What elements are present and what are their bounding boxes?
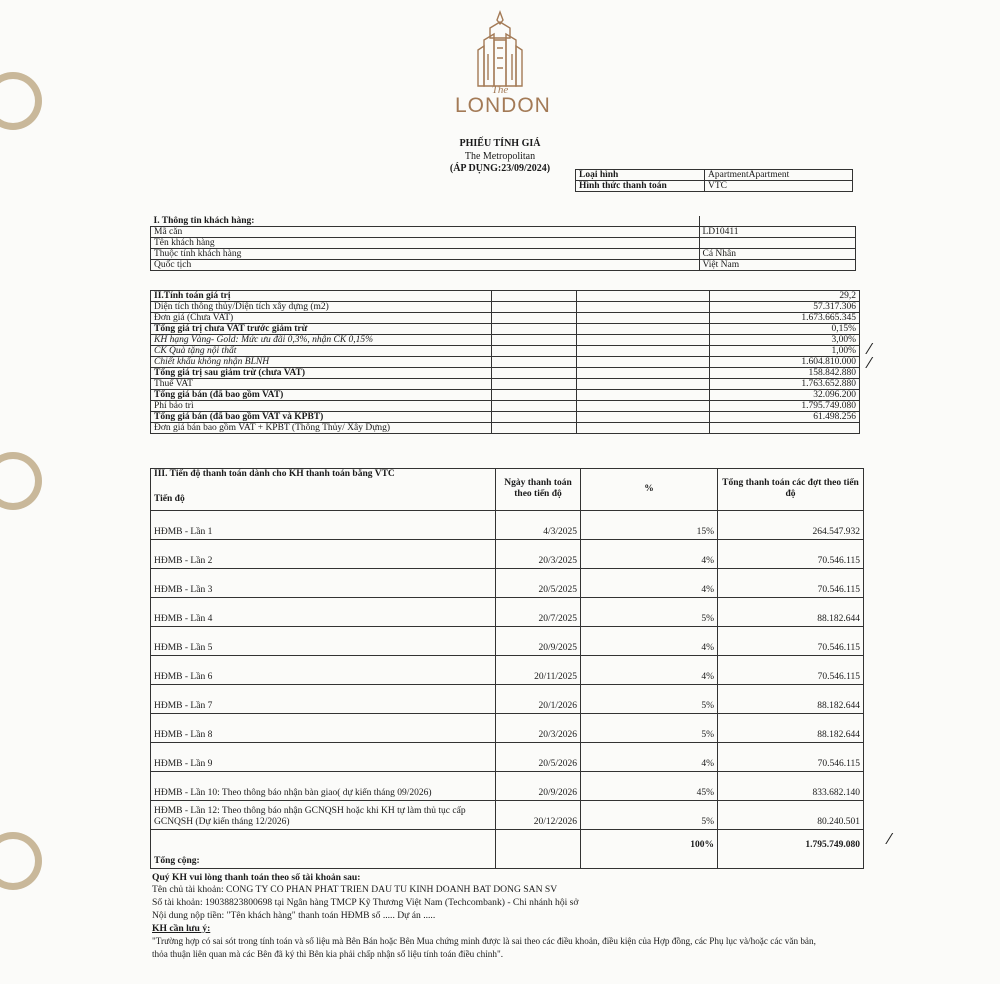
- pricing-value: 1.763.652.880: [710, 379, 860, 390]
- pricing-value: 1.795.749.080: [710, 401, 860, 412]
- amount-cell: 70.546.115: [718, 743, 864, 772]
- brand-logo: [455, 8, 551, 118]
- pct-cell: 4%: [581, 569, 718, 598]
- table-row: [151, 390, 860, 401]
- table-row: [151, 423, 860, 434]
- stage-cell: HĐMB - Lần 3: [151, 569, 496, 598]
- pricing-value: [710, 423, 860, 434]
- table-row: [151, 260, 856, 271]
- pricing-value: 57.317.306: [710, 302, 860, 313]
- pricing-value: 0,15%: [710, 324, 860, 335]
- amount-cell: 70.546.115: [718, 569, 864, 598]
- account-holder: Tên chủ tài khoản: CONG TY CO PHAN PHAT TRIEN DAU TU KINH DOANH BAT DONG SAN SV: [152, 884, 558, 895]
- table-row: [151, 302, 860, 313]
- customer-value: LD10411: [699, 227, 856, 238]
- table-row: [151, 743, 864, 772]
- check-mark-icon: ⁄: [868, 354, 871, 372]
- stage-cell: HĐMB - Lần 1: [151, 511, 496, 540]
- brand-name: LONDON: [455, 94, 551, 117]
- page-title: PHIẾU TÍNH GIÁ: [459, 138, 541, 149]
- col-stage-header: Tiến độ: [154, 494, 185, 504]
- table-row: [151, 324, 860, 335]
- stage-cell: HĐMB - Lần 9: [151, 743, 496, 772]
- pricing-label: Chiết khấu không nhận BLNH: [151, 357, 492, 368]
- customer-value: Việt Nam: [699, 260, 856, 271]
- col-date-header: Ngày thanh toán theo tiến độ: [496, 469, 581, 511]
- customer-label: Quốc tịch: [151, 260, 700, 271]
- date-cell: 20/12/2026: [496, 801, 581, 830]
- stage-cell: HĐMB - Lần 10: Theo thông báo nhận bàn giao( dự kiến tháng 09/2026): [151, 772, 496, 801]
- customer-value: Cá Nhân: [699, 249, 856, 260]
- brand-the: The: [491, 84, 509, 96]
- total-row: [151, 830, 864, 869]
- date-cell: 20/3/2025: [496, 540, 581, 569]
- pricing-label: Tổng giá bán (đã bao gồm VAT): [151, 390, 492, 401]
- table-row: [151, 598, 864, 627]
- table-row: [151, 291, 860, 302]
- pct-cell: 4%: [581, 627, 718, 656]
- pricing-value: 29,2: [710, 291, 860, 302]
- col-pct-header: %: [581, 469, 718, 511]
- pricing-value: 158.842.880: [710, 368, 860, 379]
- table-row: [151, 627, 864, 656]
- table-row: [151, 401, 860, 412]
- pricing-value: 3,00%: [710, 335, 860, 346]
- pricing-label: Tổng giá trị sau giảm trừ (chưa VAT): [151, 368, 492, 379]
- pricing-value: 32.096.200: [710, 390, 860, 401]
- customer-label: Thuộc tính khách hàng: [151, 249, 700, 260]
- pricing-label: Đơn giá (Chưa VAT): [151, 313, 492, 324]
- project-name: The Metropolitan: [464, 151, 536, 162]
- pricing-label: Đơn giá bán bao gồm VAT + KPBT (Thông Thủy/ Xây Dựng): [151, 423, 492, 434]
- table-row: [151, 368, 860, 379]
- section-title: III. Tiến độ thanh toán dành cho KH thanh toán bằng VTC: [154, 469, 395, 479]
- date-cell: 20/9/2026: [496, 772, 581, 801]
- customer-value: [699, 238, 856, 249]
- amount-cell: 70.546.115: [718, 627, 864, 656]
- table-row: [151, 335, 860, 346]
- total-label: Tổng cộng:: [151, 830, 496, 869]
- binder-ring: [0, 72, 42, 130]
- stage-cell: HĐMB - Lần 2: [151, 540, 496, 569]
- note-line: "Trường hợp có sai sót trong tính toán và số liệu mà Bên Bán hoặc Bên Mua chứng minh được là sai theo các điều khoản, điều kiện của Hợp đồng, các Phụ lục và/hoặc các văn bản,: [152, 936, 816, 946]
- stage-cell: HĐMB - Lần 7: [151, 685, 496, 714]
- amount-cell: 88.182.644: [718, 714, 864, 743]
- check-mark-icon: ⁄: [888, 830, 891, 848]
- total-pct: 100%: [581, 830, 718, 869]
- stage-cell: HĐMB - Lần 6: [151, 656, 496, 685]
- date-cell: 20/5/2025: [496, 569, 581, 598]
- table-row: [151, 569, 864, 598]
- stage-cell: HĐMB - Lần 12: Theo thông báo nhận GCNQSH hoặc khi KH tự làm thủ tục cấp GCNQSH (Dự kiến tháng 12/2026): [151, 801, 496, 830]
- date-cell: 20/11/2025: [496, 656, 581, 685]
- pricing-value: 1,00%: [710, 346, 860, 357]
- pricing-label: Diện tích thông thủy/Diện tích xây dựng (m2): [151, 302, 492, 313]
- pricing-value: 61.498.256: [710, 412, 860, 423]
- amount-cell: 80.240.501: [718, 801, 864, 830]
- product-info-table: [575, 169, 853, 192]
- table-row: [151, 685, 864, 714]
- binder-ring: [0, 452, 42, 510]
- table-row: [151, 249, 856, 260]
- transfer-note: Nội dung nộp tiền: "Tên khách hàng" thanh toán HĐMB số ..... Dự án .....: [152, 910, 436, 921]
- stage-cell: HĐMB - Lần 4: [151, 598, 496, 627]
- pricing-table: [150, 290, 860, 434]
- table-row: [151, 511, 864, 540]
- table-row: [151, 238, 856, 249]
- date-cell: 20/1/2026: [496, 685, 581, 714]
- pricing-value: 1.604.810.000: [710, 357, 860, 368]
- amount-cell: 88.182.644: [718, 685, 864, 714]
- amount-cell: 88.182.644: [718, 598, 864, 627]
- table-row: [151, 412, 860, 423]
- table-row: [151, 656, 864, 685]
- check-mark-icon: ⁄: [868, 340, 871, 358]
- amount-cell: 70.546.115: [718, 540, 864, 569]
- customer-label: Tên khách hàng: [151, 238, 700, 249]
- date-cell: 20/9/2025: [496, 627, 581, 656]
- binder-ring: [0, 832, 42, 890]
- account-number: Số tài khoản: 19038823800698 tại Ngân hàng TMCP Kỹ Thương Việt Nam (Techcombank) - Chi nhánh hội sở: [152, 897, 579, 908]
- note-line: thỏa thuận liên quan mà các Bên đã ký thì Bên kia phải chấp nhận số liệu tính toán điều chỉnh".: [152, 949, 503, 959]
- table-row: [151, 772, 864, 801]
- pct-cell: 5%: [581, 714, 718, 743]
- apply-date: (ÁP DỤNG:23/09/2024): [449, 163, 551, 174]
- pricing-label: Tổng giá trị chưa VAT trước giảm trừ: [151, 324, 492, 335]
- stage-cell: HĐMB - Lần 8: [151, 714, 496, 743]
- pct-cell: 4%: [581, 743, 718, 772]
- pct-cell: 5%: [581, 801, 718, 830]
- payment-schedule-table: [150, 468, 864, 869]
- date-cell: 20/7/2025: [496, 598, 581, 627]
- pct-cell: 15%: [581, 511, 718, 540]
- date-cell: 4/3/2025: [496, 511, 581, 540]
- section-title: I. Thông tin khách hàng:: [151, 216, 700, 227]
- info-label: Loại hình: [576, 170, 705, 181]
- info-label: Hình thức thanh toán: [576, 181, 705, 192]
- table-row: [151, 346, 860, 357]
- table-row: [151, 227, 856, 238]
- table-row: [576, 170, 853, 181]
- col-total-header: Tổng thanh toán các đợt theo tiến độ: [718, 469, 864, 511]
- date-cell: 20/5/2026: [496, 743, 581, 772]
- pct-cell: 4%: [581, 540, 718, 569]
- pricing-label: Tổng giá bán (đã bao gồm VAT và KPBT): [151, 412, 492, 423]
- info-value: ApartmentApartment: [705, 170, 853, 181]
- section-title: II.Tính toán giá trị: [151, 291, 492, 302]
- table-row: [151, 540, 864, 569]
- pricing-label: KH hạng Vàng- Gold: Mức ưu đãi 0,3%, nhận CK 0,15%: [151, 335, 492, 346]
- table-row: [151, 357, 860, 368]
- pricing-label: Phí bảo trì: [151, 401, 492, 412]
- pct-cell: 45%: [581, 772, 718, 801]
- pricing-label: CK Quà tặng nội thất: [151, 346, 492, 357]
- table-row: [151, 801, 864, 830]
- total-amount: 1.795.749.080: [718, 830, 864, 869]
- pct-cell: 4%: [581, 656, 718, 685]
- stage-cell: HĐMB - Lần 5: [151, 627, 496, 656]
- pricing-value: 1.673.665.345: [710, 313, 860, 324]
- amount-cell: 833.682.140: [718, 772, 864, 801]
- tower-logo-icon: [470, 8, 530, 90]
- date-cell: 20/3/2026: [496, 714, 581, 743]
- info-value: VTC: [705, 181, 853, 192]
- customer-label: Mã căn: [151, 227, 700, 238]
- table-row: [151, 216, 856, 227]
- amount-cell: 70.546.115: [718, 656, 864, 685]
- table-row: [151, 714, 864, 743]
- pct-cell: 5%: [581, 598, 718, 627]
- table-row: [151, 379, 860, 390]
- pricing-label: Thuế VAT: [151, 379, 492, 390]
- customer-info-table: [150, 216, 856, 271]
- amount-cell: 264.547.932: [718, 511, 864, 540]
- table-row: [151, 313, 860, 324]
- table-row: [576, 181, 853, 192]
- note-title: KH cần lưu ý:: [152, 923, 211, 934]
- pct-cell: 5%: [581, 685, 718, 714]
- payment-intro: Quý KH vui lòng thanh toán theo số tài khoản sau:: [152, 872, 361, 883]
- table-header-row: [151, 469, 864, 511]
